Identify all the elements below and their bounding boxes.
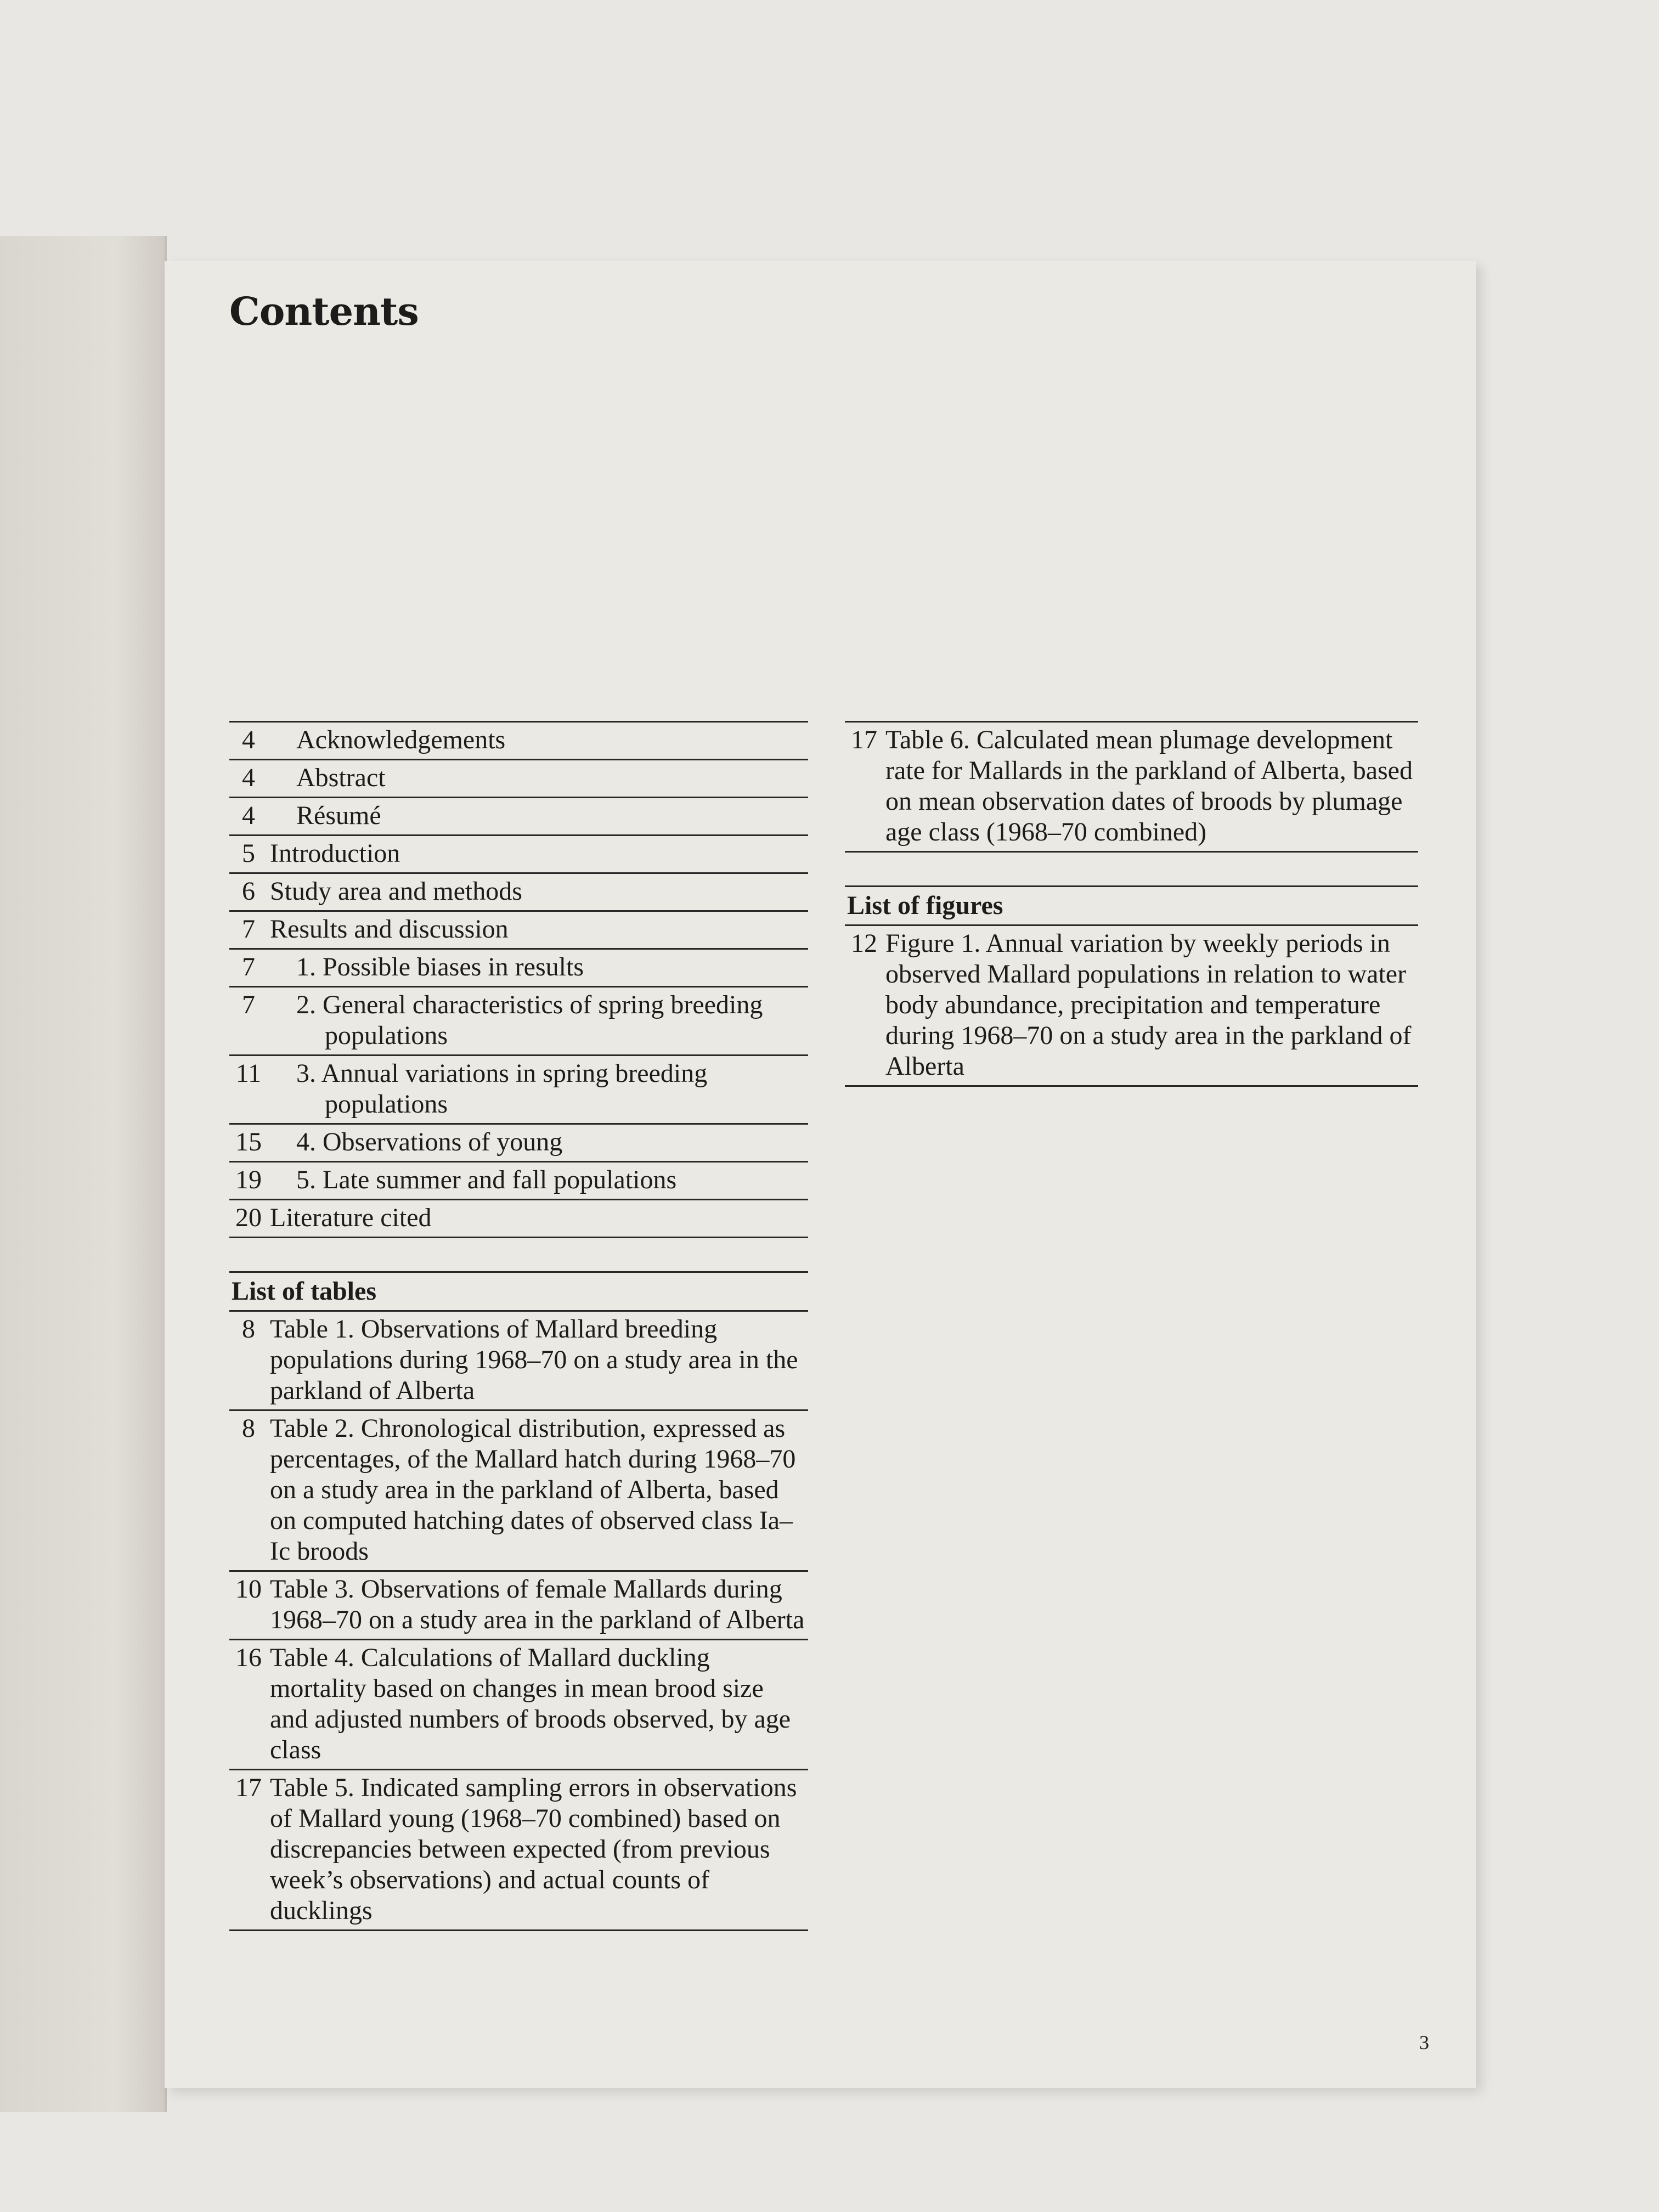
entry-page-number: 11 [235, 1059, 262, 1088]
entry-title: Table 2. Chronological distribution, expressed as percentages, of the Mallard hatch during 1968–70 on a study area in the parkland of Alberta, based on computed hatching dates of observed class Ia–Ic broods [270, 1414, 796, 1566]
entry-page-number: 4 [242, 801, 255, 830]
contents-entry [229, 760, 808, 798]
contents-page [165, 261, 1476, 2088]
contents-entry [229, 1056, 808, 1125]
entry-page-number: 20 [235, 1203, 262, 1232]
page-title: Contents [229, 289, 419, 334]
table-entry [229, 1640, 808, 1770]
figures-heading: List of figures [845, 885, 1418, 926]
entry-title: 1. Possible biases in results [296, 952, 584, 981]
entry-title: Table 3. Observations of female Mallards during 1968–70 on a study area in the parkland of Alberta [270, 1575, 805, 1634]
entry-title: Résumé [296, 801, 381, 830]
entry-title: 4. Observations of young [296, 1127, 563, 1156]
entry-page-number: 15 [235, 1127, 262, 1156]
facing-page [0, 236, 167, 2112]
entry-page-number: 8 [242, 1314, 255, 1344]
contents-entry [229, 912, 808, 950]
tables-list [229, 1312, 808, 1931]
left-column [229, 721, 808, 1931]
entry-title: Table 5. Indicated sampling errors in observations of Mallard young (1968–70 combined) based on discrepancies between expected (from previous week’s observations) and actual counts of ducklings [270, 1773, 797, 1925]
page-number: 3 [1419, 2032, 1429, 2053]
entry-page-number: 6 [242, 877, 255, 906]
entry-page-number: 4 [242, 725, 255, 754]
table-entry [229, 1312, 808, 1411]
entry-title: Table 6. Calculated mean plumage development rate for Mallards in the parkland of Alberta, based on mean observation dates of broods by plumage age class (1968–70 combined) [885, 725, 1413, 847]
entry-page-number: 10 [235, 1575, 262, 1604]
entry-title: Study area and methods [270, 877, 522, 906]
entry-page-number: 12 [851, 929, 877, 958]
figures-list [845, 926, 1418, 1087]
contents-entry [229, 1163, 808, 1200]
contents-entry [229, 798, 808, 836]
entry-page-number: 17 [851, 725, 877, 754]
figure-entry [845, 926, 1418, 1087]
entry-title: Figure 1. Annual variation by weekly periods in observed Mallard populations in relation to water body abundance, precipitation and temperature during 1968–70 on a study area in the parkland of Alberta [885, 929, 1412, 1081]
entry-page-number: 5 [242, 839, 255, 868]
table-entry [229, 1770, 808, 1931]
contents-entry [229, 874, 808, 912]
contents-entry [229, 1125, 808, 1163]
contents-entry [229, 836, 808, 874]
entry-page-number: 19 [235, 1165, 262, 1194]
table-entry [845, 723, 1418, 853]
entry-title: 2. General characteristics of spring breeding populations [296, 990, 763, 1050]
entry-page-number: 16 [235, 1643, 262, 1672]
entry-title: 5. Late summer and fall populations [296, 1165, 677, 1194]
right-column [845, 721, 1418, 1087]
contents-entry [229, 1200, 808, 1238]
entry-title: Acknowledgements [296, 725, 506, 754]
entry-page-number: 17 [235, 1773, 262, 1802]
entry-title: Results and discussion [270, 915, 509, 944]
entry-title: Table 1. Observations of Mallard breeding populations during 1968–70 on a study area in the parkland of Alberta [270, 1314, 798, 1405]
entry-page-number: 7 [242, 990, 255, 1019]
entry-title: 3. Annual variations in spring breeding populations [296, 1059, 708, 1119]
contents-entry [229, 988, 808, 1056]
table-entry [229, 1411, 808, 1572]
entry-title: Literature cited [270, 1203, 432, 1232]
entry-title: Abstract [296, 763, 386, 792]
tables-list-continued [845, 723, 1418, 853]
contents-entry [229, 723, 808, 760]
entry-page-number: 7 [242, 915, 255, 944]
contents-entry [229, 950, 808, 988]
tables-heading: List of tables [229, 1271, 808, 1312]
entry-page-number: 4 [242, 763, 255, 792]
entry-page-number: 8 [242, 1414, 255, 1443]
contents-list [229, 723, 808, 1238]
table-entry [229, 1572, 808, 1640]
entry-page-number: 7 [242, 952, 255, 981]
entry-title: Introduction [270, 839, 400, 868]
entry-title: Table 4. Calculations of Mallard duckling mortality based on changes in mean brood size and adjusted numbers of broods observed, by age class [270, 1643, 791, 1764]
